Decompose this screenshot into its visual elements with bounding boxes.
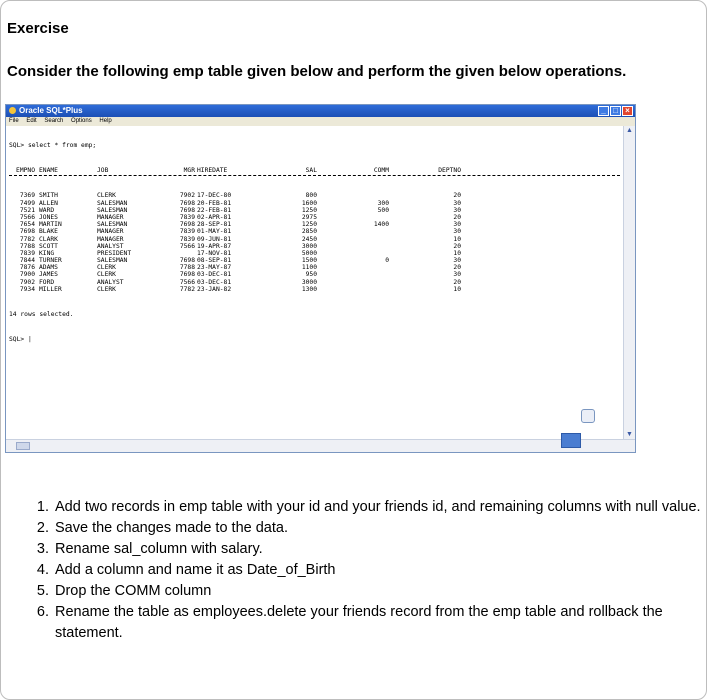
table-header	[9, 167, 620, 176]
table-cell	[317, 214, 389, 221]
table-cell: 3000	[301, 242, 317, 250]
menu-file[interactable]: File	[9, 118, 19, 124]
table-row	[9, 228, 620, 235]
table-cell: JAMES	[39, 271, 58, 279]
table-cell: 1400	[373, 221, 389, 229]
menu-help[interactable]: Help	[99, 118, 112, 124]
table-row	[9, 257, 620, 264]
table-cell: WARD	[39, 206, 55, 214]
table-cell: 7499	[19, 199, 35, 207]
table-cell: CLERK	[97, 264, 116, 272]
circle-button[interactable]	[581, 409, 595, 423]
table-row	[9, 264, 620, 271]
table-cell: CLARK	[39, 235, 58, 243]
table-cell: 500	[377, 206, 389, 214]
table-cell: 7902	[19, 278, 35, 286]
table-row	[9, 207, 620, 214]
table-cell: FORD	[39, 278, 55, 286]
table-cell: 22-FEB-81	[197, 206, 232, 214]
horizontal-scrollbar[interactable]	[6, 439, 635, 452]
col-header: SAL	[305, 167, 317, 175]
window-titlebar	[6, 105, 635, 117]
table-cell: 20	[453, 242, 461, 250]
sql-command: SQL> select * from emp;	[9, 142, 97, 150]
col-header: ENAME	[39, 167, 58, 175]
table-cell: MANAGER	[97, 235, 124, 243]
table-cell: TURNER	[39, 257, 62, 265]
table-cell: 300	[377, 199, 389, 207]
table-cell: 1250	[301, 206, 317, 214]
vertical-scrollbar[interactable]	[623, 126, 635, 440]
result-count: 14 rows selected.	[9, 311, 74, 319]
table-cell: 7788	[179, 264, 195, 272]
table-cell: 01-MAY-81	[197, 228, 232, 236]
table-body	[9, 192, 620, 293]
maximize-icon[interactable]: □	[610, 106, 621, 116]
table-cell: 20	[453, 213, 461, 221]
table-cell: CLERK	[97, 285, 116, 293]
table-cell: 03-DEC-81	[197, 278, 232, 286]
table-cell: 7782	[179, 285, 195, 293]
table-cell: 800	[305, 192, 317, 200]
menu-bar	[6, 117, 635, 126]
sql-prompt: SQL> |	[9, 336, 32, 344]
table-cell	[317, 264, 389, 271]
window-controls	[598, 106, 633, 116]
table-row	[9, 221, 620, 228]
table-cell: 30	[453, 221, 461, 229]
table-cell	[317, 271, 389, 278]
table-cell: CLERK	[97, 192, 116, 200]
col-header: HIREDATE	[197, 167, 228, 175]
table-row	[9, 236, 620, 243]
table-cell: 1300	[301, 285, 317, 293]
table-cell: 7839	[179, 228, 195, 236]
table-row	[9, 192, 620, 199]
table-cell: 20	[453, 264, 461, 272]
table-row	[9, 286, 620, 293]
operation-item: 6. Rename the table as employees.delete your friends record from the emp table and rollback the statement.	[53, 602, 703, 644]
operation-item: 2. Save the changes made to the data.	[53, 518, 703, 539]
table-cell: 7698	[179, 221, 195, 229]
table-cell: ADAMS	[39, 264, 58, 272]
table-cell: 2850	[301, 228, 317, 236]
table-cell: 950	[305, 271, 317, 279]
window-title: Oracle SQL*Plus	[19, 106, 83, 115]
table-cell: SCOTT	[39, 242, 58, 250]
table-cell: SALESMAN	[97, 206, 128, 214]
table-cell: ALLEN	[39, 199, 58, 207]
page-title: Exercise	[7, 20, 69, 37]
table-cell: 08-SEP-81	[197, 257, 232, 265]
table-cell: KING	[39, 249, 55, 257]
table-cell: 1600	[301, 199, 317, 207]
table-cell: 30	[453, 257, 461, 265]
page-subtitle: Consider the following emp table given below and perform the given below operations.	[7, 63, 627, 80]
table-cell: SALESMAN	[97, 257, 128, 265]
table-cell: 7788	[19, 242, 35, 250]
table-cell	[317, 286, 389, 293]
table-row	[9, 279, 620, 286]
table-cell: JONES	[39, 213, 58, 221]
scroll-up-icon[interactable]: ▲	[626, 127, 633, 134]
table-cell: 23-MAY-87	[197, 264, 232, 272]
col-header: JOB	[97, 167, 109, 175]
col-header: COMM	[373, 167, 389, 175]
table-cell: 7934	[19, 285, 35, 293]
sqlplus-window	[5, 104, 636, 453]
close-icon[interactable]: ×	[622, 106, 633, 116]
table-cell: MARTIN	[39, 221, 62, 229]
table-cell: 1250	[301, 221, 317, 229]
table-cell	[317, 228, 389, 235]
table-cell: ANALYST	[97, 278, 124, 286]
table-cell: 7369	[19, 192, 35, 200]
scroll-thumb[interactable]	[16, 442, 30, 450]
table-cell: 7839	[19, 249, 35, 257]
table-cell: 10	[453, 235, 461, 243]
table-cell: 28-SEP-81	[197, 221, 232, 229]
table-cell: 7698	[179, 271, 195, 279]
table-cell: 10	[453, 285, 461, 293]
table-cell: CLERK	[97, 271, 116, 279]
table-cell: 30	[453, 206, 461, 214]
scroll-down-icon[interactable]: ▼	[626, 431, 633, 438]
sql-console[interactable]	[6, 126, 623, 440]
table-cell: 7566	[179, 242, 195, 250]
table-cell: 7876	[19, 264, 35, 272]
table-cell: 7900	[19, 271, 35, 279]
table-cell	[317, 236, 389, 243]
table-cell: 30	[453, 271, 461, 279]
table-cell: PRESIDENT	[97, 249, 132, 257]
table-row	[9, 250, 620, 257]
operation-item: 1. Add two records in emp table with your id and your friends id, and remaining columns with null value.	[53, 497, 703, 518]
table-cell: 7698	[179, 257, 195, 265]
table-cell: 3000	[301, 278, 317, 286]
table-cell: 20	[453, 192, 461, 200]
table-cell: 5000	[301, 249, 317, 257]
table-row	[9, 271, 620, 278]
menu-edit[interactable]: Edit	[26, 118, 37, 124]
table-cell: 7839	[179, 235, 195, 243]
table-cell: ANALYST	[97, 242, 124, 250]
table-row	[9, 243, 620, 250]
table-cell	[177, 250, 197, 257]
table-cell: 23-JAN-82	[197, 285, 232, 293]
col-header: MGR	[183, 167, 195, 175]
operation-item: 3. Rename sal_column with salary.	[53, 539, 703, 560]
table-cell	[317, 192, 389, 199]
table-cell: 02-APR-81	[197, 213, 232, 221]
table-row	[9, 214, 620, 221]
table-cell: SALESMAN	[97, 199, 128, 207]
table-cell	[317, 250, 389, 257]
table-cell: 7566	[19, 213, 35, 221]
table-cell: MANAGER	[97, 228, 124, 236]
table-cell: BLAKE	[39, 228, 58, 236]
table-cell	[317, 243, 389, 250]
table-row	[9, 200, 620, 207]
operation-item: 5. Drop the COMM column	[53, 581, 703, 602]
menu-search[interactable]: Search	[44, 118, 64, 124]
table-cell	[317, 279, 389, 286]
minimize-icon[interactable]: _	[598, 106, 609, 116]
operations-list	[25, 497, 703, 644]
table-cell: 0	[385, 257, 389, 265]
table-cell: 7521	[19, 206, 35, 214]
table-cell: 7839	[179, 213, 195, 221]
table-cell: MANAGER	[97, 213, 124, 221]
table-cell: 1500	[301, 257, 317, 265]
table-cell: 7654	[19, 221, 35, 229]
table-cell: 10	[453, 249, 461, 257]
col-header: DEPTNO	[438, 167, 461, 175]
table-cell: 7698	[179, 199, 195, 207]
table-cell: 17-DEC-80	[197, 192, 232, 200]
table-cell: 7782	[19, 235, 35, 243]
table-cell: SMITH	[39, 192, 58, 200]
table-cell: 7902	[179, 192, 195, 200]
table-cell: MILLER	[39, 285, 62, 293]
oracle-logo-icon	[9, 107, 16, 114]
table-cell: 7566	[179, 278, 195, 286]
table-cell: 2450	[301, 235, 317, 243]
table-cell: 7844	[19, 257, 35, 265]
table-cell: 17-NOV-81	[197, 249, 232, 257]
col-header: EMPNO	[16, 167, 35, 175]
table-cell: 03-DEC-81	[197, 271, 232, 279]
table-cell: 2975	[301, 213, 317, 221]
table-cell: 19-APR-87	[197, 242, 232, 250]
table-cell: SALESMAN	[97, 221, 128, 229]
resize-button[interactable]	[561, 433, 581, 448]
table-cell: 20-FEB-81	[197, 199, 232, 207]
table-cell: 30	[453, 228, 461, 236]
table-cell: 09-JUN-81	[197, 235, 232, 243]
table-cell: 7698	[179, 206, 195, 214]
table-cell: 1100	[301, 264, 317, 272]
operation-item: 4. Add a column and name it as Date_of_Birth	[53, 560, 703, 581]
table-cell: 20	[453, 278, 461, 286]
table-cell: 30	[453, 199, 461, 207]
table-cell: 7698	[19, 228, 35, 236]
menu-options[interactable]: Options	[71, 118, 92, 124]
